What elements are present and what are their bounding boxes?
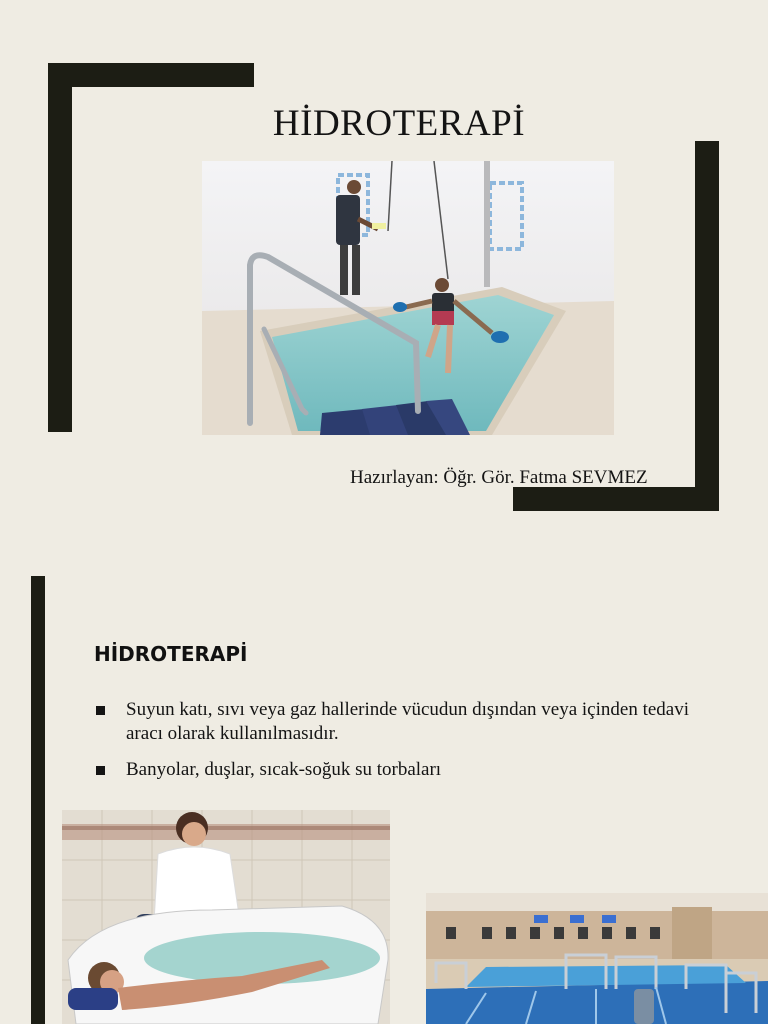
left-accent-bar xyxy=(31,576,45,1024)
square-bullet-icon xyxy=(96,706,105,715)
frame-bottom-right-vertical-bar xyxy=(695,141,719,511)
author-credit: Hazırlayan: Öğr. Gör. Fatma SEVMEZ xyxy=(350,467,648,488)
bullet-text: Banyolar, duşlar, sıcak-soğuk su torbaları xyxy=(126,759,442,780)
slide-title: HİDROTERAPİ xyxy=(272,103,526,144)
frame-top-left-horizontal-bar xyxy=(48,63,254,87)
bullet-text: Suyun katı, sıvı veya gaz hallerinde vücudun dışından veya içinden tedavi aracı olarak kullanılmasıdır. xyxy=(126,699,689,744)
content-slide xyxy=(0,560,768,1024)
bullet-list xyxy=(95,698,725,794)
square-bullet-icon xyxy=(96,766,105,775)
bullet-item xyxy=(95,758,725,782)
frame-bottom-right-horizontal-bar xyxy=(513,487,719,511)
bullet-item xyxy=(95,698,725,746)
hydrotherapy-pool-photo xyxy=(202,161,614,435)
slide-heading: HİDROTERAPİ xyxy=(94,642,248,666)
hydrotherapy-bathtub-photo xyxy=(62,810,390,1024)
therapy-pool-hall-photo xyxy=(426,893,768,1024)
